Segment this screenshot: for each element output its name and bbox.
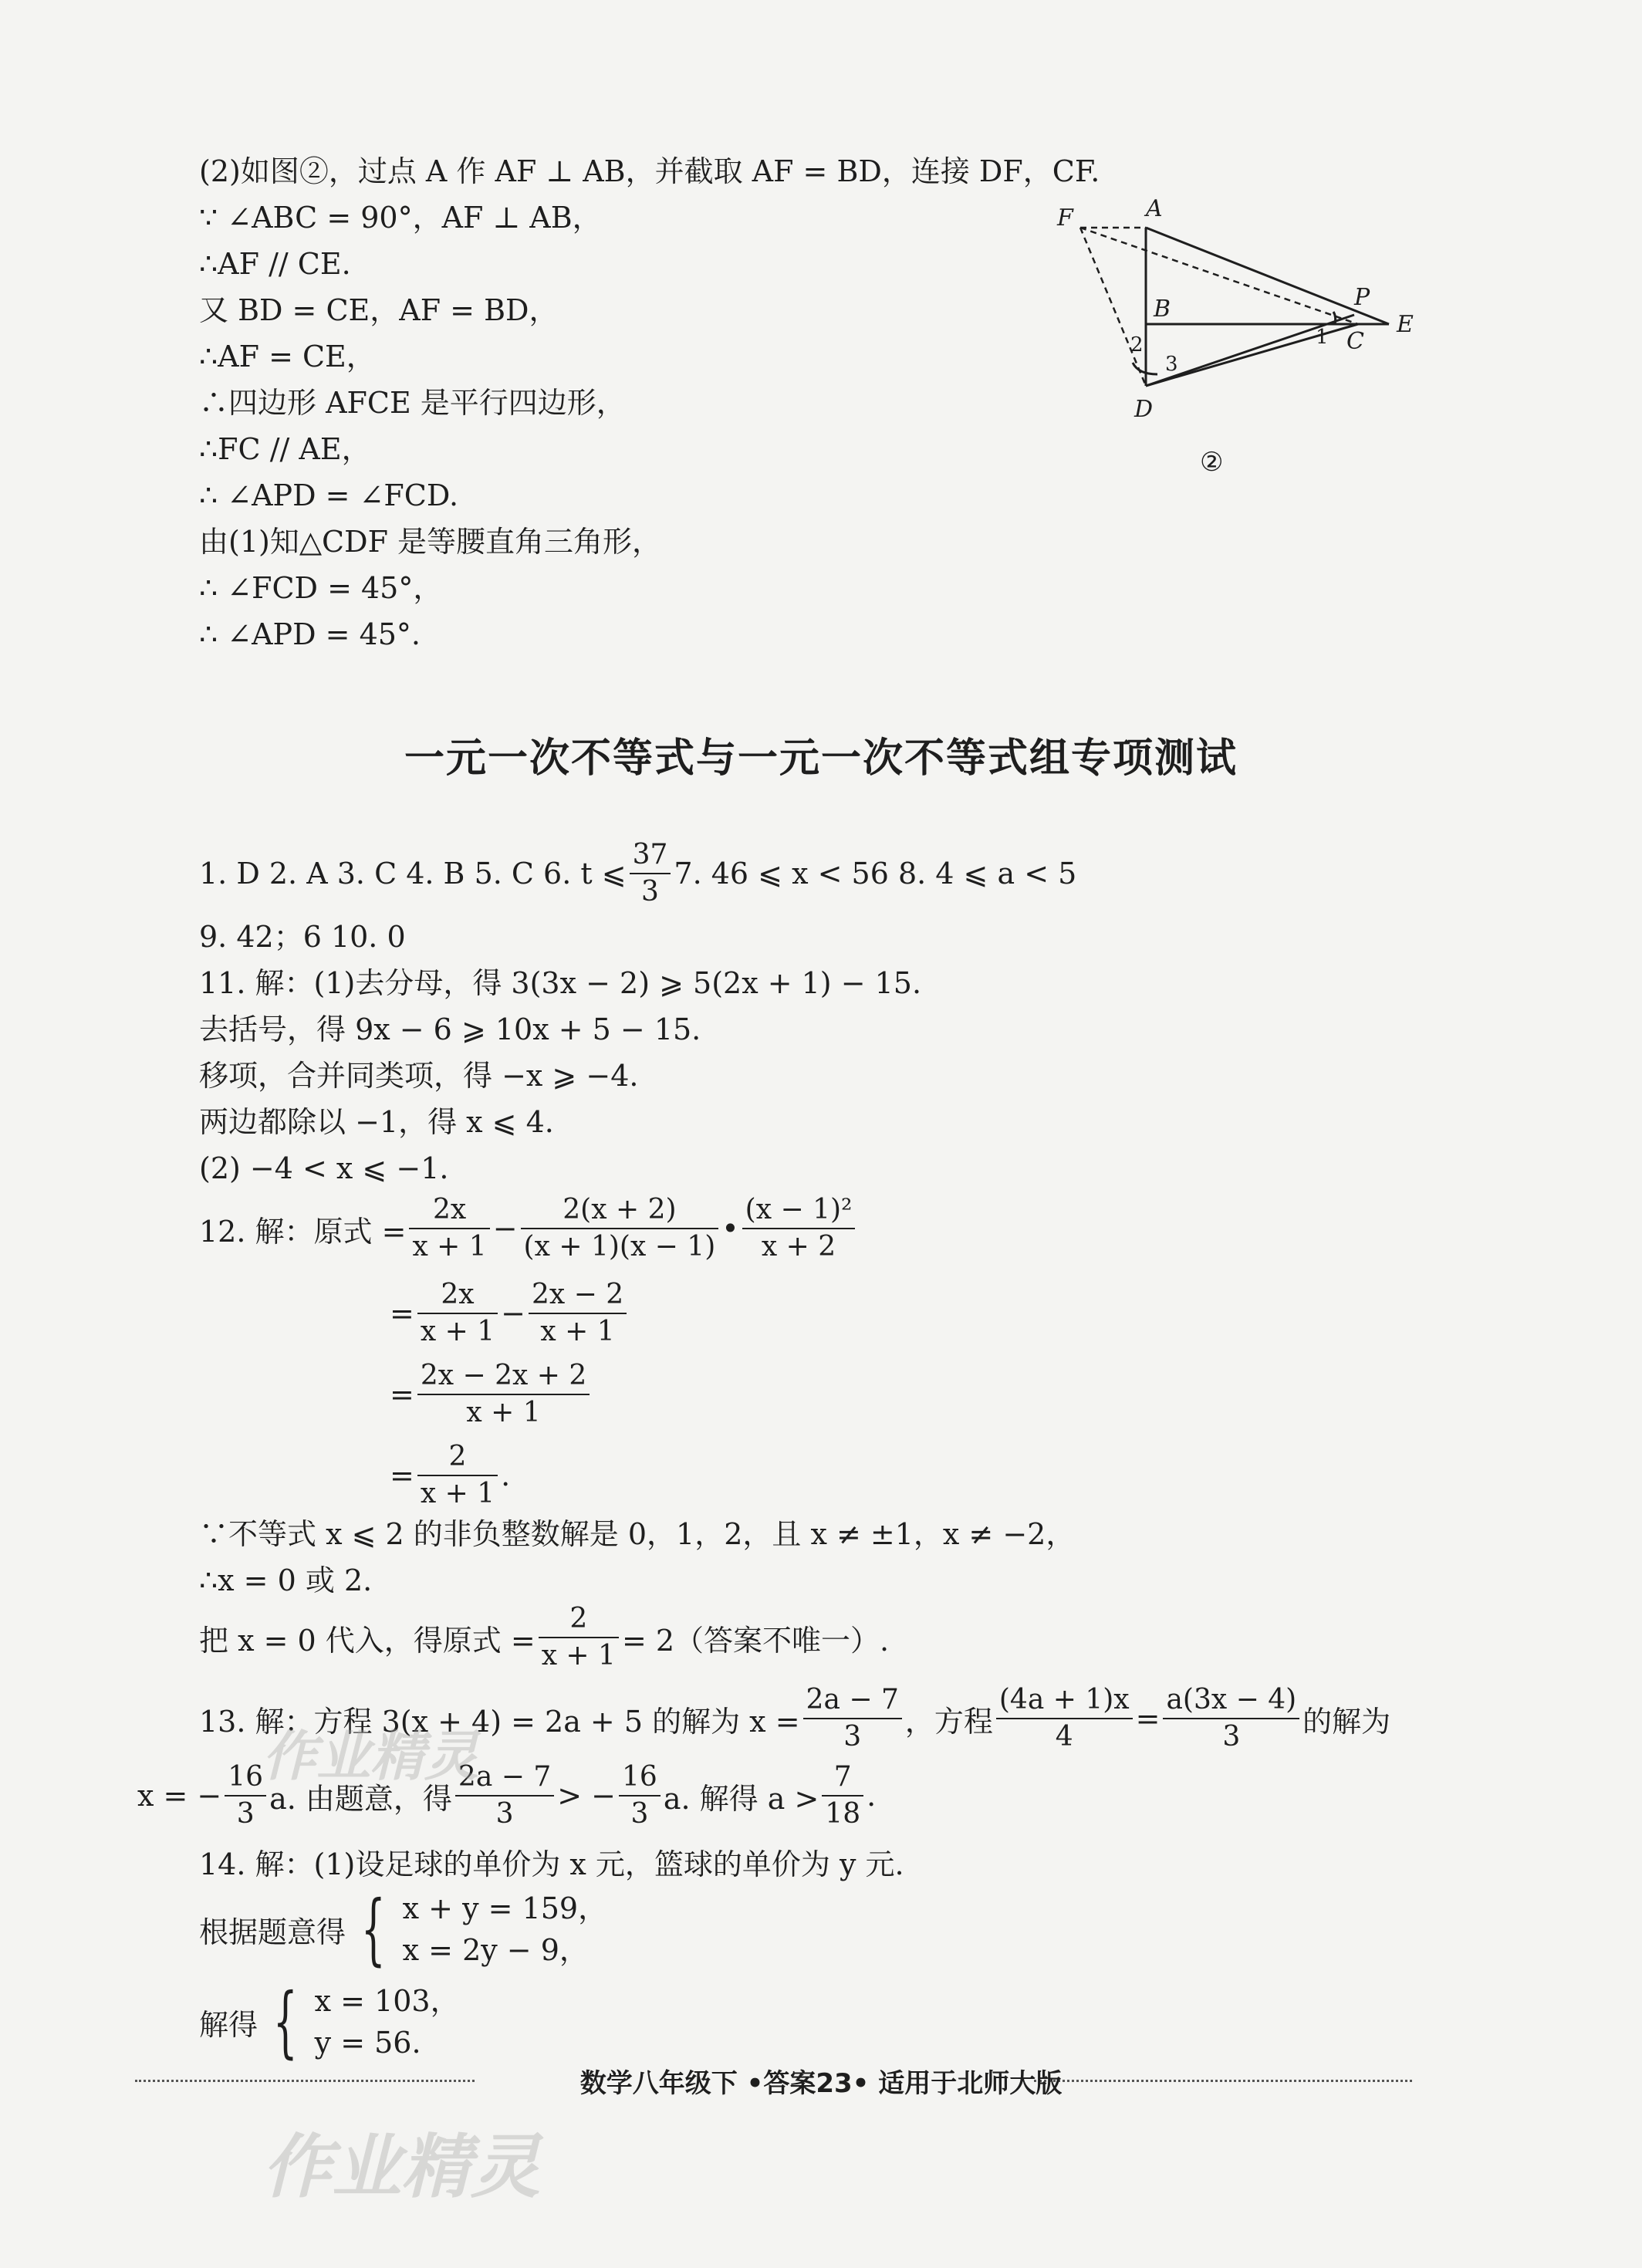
frac-num: (x − 1)²	[742, 1192, 856, 1229]
eq-sign: =	[390, 1458, 414, 1492]
q12-frac-7	[417, 1439, 498, 1512]
frac-num: 2x	[409, 1192, 489, 1229]
q12-l7-text: 把 x = 0 代入，得原式 =	[199, 1623, 536, 1658]
frac-den: x + 1	[466, 1397, 541, 1428]
frac-den: 3	[1222, 1721, 1241, 1753]
q13-text-g: > −	[557, 1779, 617, 1813]
q12-step-4	[390, 1439, 510, 1512]
frac-den: 4	[1055, 1721, 1073, 1753]
q13-frac-3	[1163, 1682, 1299, 1755]
q13-frac-2	[996, 1682, 1133, 1755]
label-angle-2: 2	[1130, 333, 1144, 357]
segment-fd	[1080, 228, 1146, 386]
frac-num: 2	[417, 1439, 498, 1476]
geometry-figure	[1034, 185, 1435, 497]
proof-line-8: ∴ ∠APD = ∠FCD.	[199, 478, 459, 512]
q12-l7-tail: = 2（答案不唯一）.	[621, 1623, 890, 1658]
answers-row-1a: 1. D 2. A 3. C 4. B 5. C 6. t ⩽	[199, 857, 627, 891]
proof-line-9: 由(1)知△CDF 是等腰直角三角形，	[199, 525, 662, 559]
q14-text: 解得	[199, 2007, 258, 2042]
q13-frac-6	[619, 1759, 661, 1832]
label-p: P	[1354, 284, 1370, 311]
q11-line-4: 两边都除以 −1，得 x ⩽ 4.	[199, 1105, 554, 1139]
segment-ae	[1146, 228, 1389, 324]
q12-frac-8	[539, 1601, 619, 1674]
frac-den: 3	[641, 876, 659, 908]
proof-line-2: ∵ ∠ABC = 90°，AF ⊥ AB，	[199, 201, 602, 235]
minus-sign: −	[501, 1296, 525, 1330]
frac-den: x + 1	[420, 1316, 495, 1347]
brace-glyph: {	[272, 1976, 298, 2067]
q14-system-1	[199, 1884, 608, 1974]
q11-line-2: 去括号，得 9x − 6 ⩾ 10x + 5 − 15.	[199, 1012, 701, 1046]
label-angle-3: 3	[1165, 353, 1178, 376]
dot-sign: •	[721, 1212, 739, 1246]
frac-den: 3	[843, 1721, 862, 1753]
segment-fc	[1080, 228, 1358, 324]
proof-line-3: ∴AF // CE.	[199, 247, 351, 281]
frac-num: a(3x − 4)	[1163, 1682, 1299, 1719]
frac-den: 3	[236, 1798, 255, 1830]
q11-line-1: 11. 解：(1)去分母，得 3(3x − 2) ⩾ 5(2x + 1) − 15.	[199, 966, 922, 1000]
watermark-2: 作业精灵	[262, 2127, 540, 2208]
minus-sign: −	[492, 1212, 518, 1246]
section-title: 一元一次不等式与一元一次不等式组专项测试	[404, 735, 1238, 782]
frac-num: 2	[539, 1601, 619, 1638]
q13-frac-7	[822, 1759, 863, 1832]
q12-step-2	[390, 1277, 630, 1350]
proof-line-1: (2)如图②，过点 A 作 AF ⊥ AB，并截取 AF = BD，连接 DF，CF.	[199, 154, 1100, 188]
q13-text-e: x = −	[137, 1779, 222, 1813]
eq-sign: =	[390, 1296, 414, 1330]
frac-num: (4a + 1)x	[996, 1682, 1133, 1719]
q14-text: 根据题意得	[199, 1915, 346, 1949]
frac-den: 18	[825, 1798, 861, 1830]
q12-label: 12. 解：原式 =	[199, 1214, 407, 1249]
q11-line-3: 移项，合并同类项，得 −x ⩾ −4.	[199, 1059, 639, 1093]
system-row: y = 56.	[314, 2026, 421, 2060]
frac-num: 7	[822, 1759, 863, 1796]
q13-text-f: a. 由题意，得	[269, 1781, 452, 1816]
frac-den: x + 1	[540, 1316, 615, 1347]
q13-text-d: 的解为	[1302, 1704, 1391, 1739]
frac-num: 2x	[417, 1277, 498, 1314]
eq-sign: =	[1135, 1702, 1161, 1736]
frac-den: x + 1	[541, 1640, 616, 1671]
brace-glyph: {	[360, 1884, 386, 1974]
q12-line-6: ∴x = 0 或 2.	[199, 1563, 373, 1597]
label-e: E	[1397, 311, 1414, 338]
eq-sign: =	[390, 1377, 414, 1411]
q13-frac-4	[225, 1759, 266, 1832]
answers-row-1	[199, 837, 1076, 910]
q12-frac-1	[409, 1192, 489, 1265]
system-row: x = 2y − 9，	[402, 1933, 589, 1967]
frac-den: 3	[630, 1798, 649, 1830]
frac-den: 3	[495, 1798, 514, 1830]
q12-frac-6	[417, 1358, 590, 1431]
q12-frac-2	[521, 1192, 719, 1265]
label-a: A	[1146, 195, 1163, 222]
q12-step-1	[199, 1192, 858, 1265]
figure-caption: ②	[1200, 447, 1224, 478]
q12-step-3	[390, 1358, 593, 1431]
proof-line-10: ∴ ∠FCD = 45°，	[199, 571, 443, 605]
proof-line-7: ∴FC // AE，	[199, 432, 371, 466]
q11-line-5: (2) −4 < x ⩽ −1.	[199, 1151, 449, 1185]
frac-num: 2a − 7	[455, 1759, 554, 1796]
frac-num: 16	[619, 1759, 661, 1796]
fraction-37-3	[630, 837, 671, 910]
proof-line-6: ∴四边形 AFCE 是平行四边形，	[199, 386, 626, 420]
label-b: B	[1154, 296, 1171, 323]
label-angle-1: 1	[1316, 326, 1329, 349]
watermark-1: 作业精灵	[262, 1725, 478, 1788]
proof-line-11: ∴ ∠APD = 45°.	[199, 617, 421, 651]
system-rows	[315, 1980, 460, 2064]
period: .	[501, 1458, 511, 1492]
frac-num: 2x − 2x + 2	[417, 1358, 590, 1395]
q14-line-1: 14. 解：(1)设足球的单价为 x 元，篮球的单价为 y 元.	[199, 1847, 904, 1881]
frac-den: (x + 1)(x − 1)	[523, 1231, 716, 1262]
frac-den: x + 2	[761, 1231, 836, 1262]
proof-line-5: ∴AF = CE，	[199, 340, 376, 373]
answers-row-1b: 7. 46 ⩽ x < 56 8. 4 ⩽ a < 5	[674, 857, 1077, 891]
q12-line-5: ∵不等式 x ⩽ 2 的非负整数解是 0，1，2，且 x ≠ ±1，x ≠ −2，	[199, 1517, 1076, 1551]
label-d: D	[1134, 396, 1154, 423]
q13-text-h: a. 解得 a >	[663, 1781, 819, 1816]
proof-line-4: 又 BD = CE，AF = BD，	[199, 293, 559, 327]
q12-frac-5	[529, 1277, 627, 1350]
q13-line-2	[137, 1759, 876, 1832]
q13-text-b: ，方程	[904, 1704, 993, 1739]
system-rows	[403, 1888, 607, 1971]
q12-line-7	[199, 1601, 889, 1674]
label-f: F	[1057, 204, 1073, 232]
frac-den: x + 1	[412, 1231, 487, 1262]
q14-system-2	[199, 1976, 460, 2067]
system-row: x = 103，	[314, 1984, 460, 2018]
label-c: C	[1346, 328, 1364, 355]
q13-frac-1	[803, 1682, 902, 1755]
frac-num: 2a − 7	[803, 1682, 902, 1719]
frac-num: 16	[225, 1759, 266, 1796]
answers-row-2: 9. 42；6 10. 0	[199, 920, 406, 954]
frac-num: 2(x + 2)	[521, 1192, 719, 1229]
frac-num: 2x − 2	[529, 1277, 627, 1314]
frac-den: x + 1	[420, 1478, 495, 1509]
footer-text: 数学八年级下 •答案23• 适用于北师大版	[579, 2068, 1063, 2099]
system-row: x + y = 159，	[402, 1891, 608, 1925]
q12-frac-3	[742, 1192, 856, 1265]
frac-num: 37	[630, 837, 671, 874]
q12-frac-4	[417, 1277, 498, 1350]
figure-svg	[1034, 185, 1435, 494]
period: .	[867, 1779, 877, 1813]
q13-text-a: 13. 解：方程 3(x + 4) = 2a + 5 的解为 x =	[199, 1704, 800, 1739]
